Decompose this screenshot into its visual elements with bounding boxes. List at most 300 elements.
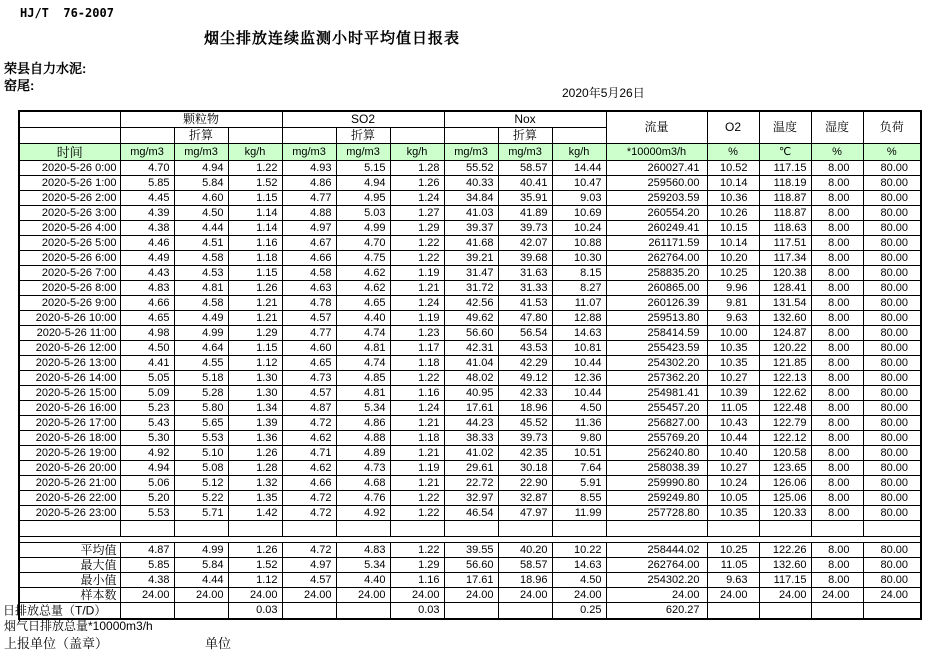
value-cell: 80.00 [863, 266, 921, 281]
value-cell: 120.22 [759, 341, 811, 356]
value-cell: 38.33 [444, 431, 498, 446]
value-cell: 8.00 [811, 386, 863, 401]
value-cell: 4.38 [120, 221, 174, 236]
value-cell: 4.78 [282, 296, 336, 311]
value-cell: 4.93 [282, 161, 336, 176]
value-cell: 1.14 [228, 221, 282, 236]
value-cell: 8.00 [811, 401, 863, 416]
value-cell: 31.33 [498, 281, 552, 296]
reporting-unit-label: 上报单位（盖章） [4, 636, 109, 651]
value-cell: 11.07 [552, 296, 606, 311]
value-cell: 80.00 [863, 506, 921, 521]
value-cell: 1.29 [228, 326, 282, 341]
table-row [19, 416, 921, 431]
value-cell: 259990.80 [606, 476, 707, 491]
value-cell: 258444.02 [606, 543, 707, 558]
value-cell: 4.46 [120, 236, 174, 251]
value-cell: 8.55 [552, 491, 606, 506]
value-cell: 8.00 [811, 543, 863, 558]
value-cell: 1.14 [228, 206, 282, 221]
unit-header: ℃ [759, 144, 811, 161]
value-cell: 5.84 [174, 558, 228, 573]
value-cell: 254302.20 [606, 356, 707, 371]
value-cell: 120.38 [759, 266, 811, 281]
table-row [19, 491, 921, 506]
value-cell: 4.53 [174, 266, 228, 281]
value-cell: 80.00 [863, 311, 921, 326]
time-header-blank [19, 111, 120, 128]
value-cell: 11.99 [552, 506, 606, 521]
table-row [19, 371, 921, 386]
value-cell: 31.63 [498, 266, 552, 281]
table-row [19, 476, 921, 491]
value-cell: 4.49 [120, 251, 174, 266]
value-cell: 260027.41 [606, 161, 707, 176]
value-cell: 256240.80 [606, 446, 707, 461]
value-cell: 22.72 [444, 476, 498, 491]
value-cell: 4.88 [282, 206, 336, 221]
value-cell: 80.00 [863, 371, 921, 386]
value-cell: 1.26 [228, 281, 282, 296]
value-cell: 34.84 [444, 191, 498, 206]
value-cell: 1.30 [228, 371, 282, 386]
value-cell: 58.57 [498, 558, 552, 573]
value-cell: 4.58 [174, 296, 228, 311]
value-cell: 4.72 [282, 416, 336, 431]
unit-header: kg/h [228, 144, 282, 161]
value-cell: 4.97 [282, 221, 336, 236]
value-cell: 4.68 [336, 476, 390, 491]
value-cell: 10.22 [552, 543, 606, 558]
value-cell: 1.24 [390, 401, 444, 416]
value-cell: 46.54 [444, 506, 498, 521]
value-cell: 1.22 [228, 161, 282, 176]
value-cell: 4.62 [336, 266, 390, 281]
time-cell: 2020-5-26 16:00 [19, 401, 120, 416]
value-cell: 258038.39 [606, 461, 707, 476]
value-cell: 10.51 [552, 446, 606, 461]
value-cell: 4.99 [174, 543, 228, 558]
time-cell: 2020-5-26 23:00 [19, 506, 120, 521]
value-cell: 1.21 [390, 446, 444, 461]
value-cell: 1.26 [228, 543, 282, 558]
value-cell: 1.21 [390, 416, 444, 431]
value-cell: 4.57 [282, 386, 336, 401]
table-row [19, 266, 921, 281]
value-cell: 1.52 [228, 176, 282, 191]
time-cell: 2020-5-26 5:00 [19, 236, 120, 251]
value-cell: 124.87 [759, 326, 811, 341]
value-cell: 1.26 [390, 176, 444, 191]
value-cell: 41.03 [444, 206, 498, 221]
unit-header: mg/m3 [336, 144, 390, 161]
value-cell: 0.03 [228, 603, 282, 620]
value-cell: 8.00 [811, 506, 863, 521]
time-cell: 2020-5-26 9:00 [19, 296, 120, 311]
time-cell: 2020-5-26 21:00 [19, 476, 120, 491]
time-cell: 2020-5-26 20:00 [19, 461, 120, 476]
value-cell: 8.27 [552, 281, 606, 296]
value-cell: 5.85 [120, 558, 174, 573]
value-cell: 8.00 [811, 281, 863, 296]
value-cell: 259513.80 [606, 311, 707, 326]
value-cell: 30.18 [498, 461, 552, 476]
time-cell: 2020-5-26 7:00 [19, 266, 120, 281]
value-cell: 4.86 [336, 416, 390, 431]
unit-label: 单位 [205, 636, 232, 651]
value-cell: 39.68 [498, 251, 552, 266]
value-cell: 4.50 [174, 206, 228, 221]
value-cell: 80.00 [863, 558, 921, 573]
value-cell: 32.87 [498, 491, 552, 506]
value-cell: 5.91 [552, 476, 606, 491]
value-cell: 122.62 [759, 386, 811, 401]
value-cell: 8.00 [811, 296, 863, 311]
value-cell: 4.72 [282, 543, 336, 558]
value-cell: 39.37 [444, 221, 498, 236]
value-cell: 5.34 [336, 558, 390, 573]
time-cell: 2020-5-26 10:00 [19, 311, 120, 326]
value-cell: 9.63 [707, 311, 759, 326]
value-cell: 4.99 [336, 221, 390, 236]
value-cell: 80.00 [863, 491, 921, 506]
value-cell: 1.21 [228, 311, 282, 326]
time-cell: 2020-5-26 15:00 [19, 386, 120, 401]
value-cell: 8.00 [811, 476, 863, 491]
value-cell: 1.26 [228, 446, 282, 461]
value-cell: 17.61 [444, 401, 498, 416]
value-cell: 1.39 [228, 416, 282, 431]
value-cell: 122.48 [759, 401, 811, 416]
time-cell: 2020-5-26 4:00 [19, 221, 120, 236]
time-cell: 2020-5-26 11:00 [19, 326, 120, 341]
value-cell: 5.30 [120, 431, 174, 446]
value-cell: 1.15 [228, 191, 282, 206]
unit-header: *10000m3/h [606, 144, 707, 161]
value-cell: 8.00 [811, 573, 863, 588]
time-cell: 最小值 [19, 573, 120, 588]
value-cell [811, 603, 863, 620]
value-cell: 4.57 [282, 311, 336, 326]
value-cell: 1.21 [390, 476, 444, 491]
value-cell: 4.73 [282, 371, 336, 386]
table-row [19, 251, 921, 266]
value-cell: 39.73 [498, 221, 552, 236]
unit-header: mg/m3 [282, 144, 336, 161]
unit-header: % [707, 144, 759, 161]
value-cell: 10.27 [707, 371, 759, 386]
value-cell: 32.97 [444, 491, 498, 506]
unit-header: % [811, 144, 863, 161]
value-cell: 1.29 [390, 558, 444, 573]
value-cell: 4.81 [174, 281, 228, 296]
value-cell: 8.15 [552, 266, 606, 281]
value-cell: 4.88 [336, 431, 390, 446]
monitor-site: 窑尾: [4, 78, 35, 93]
value-cell: 4.73 [336, 461, 390, 476]
value-cell: 256827.00 [606, 416, 707, 431]
value-cell: 8.00 [811, 431, 863, 446]
o2-header: O2 [707, 111, 759, 144]
time-cell: 2020-5-26 6:00 [19, 251, 120, 266]
value-cell: 0.25 [552, 603, 606, 620]
value-cell: 24.00 [228, 588, 282, 603]
value-cell: 22.90 [498, 476, 552, 491]
value-cell [759, 603, 811, 620]
time-header: 时间 [19, 144, 120, 161]
header-row-units [19, 144, 921, 161]
value-cell: 4.41 [120, 356, 174, 371]
value-cell: 1.35 [228, 491, 282, 506]
value-cell: 80.00 [863, 161, 921, 176]
value-cell: 10.52 [707, 161, 759, 176]
time-cell: 2020-5-26 3:00 [19, 206, 120, 221]
value-cell: 4.74 [336, 326, 390, 341]
value-cell: 10.25 [707, 543, 759, 558]
total-row-label: 日排放总量（T/D） [19, 603, 120, 620]
value-cell: 10.35 [707, 356, 759, 371]
value-cell: 4.94 [120, 461, 174, 476]
value-cell: 24.00 [120, 588, 174, 603]
value-cell: 4.39 [120, 206, 174, 221]
value-cell: 4.66 [282, 251, 336, 266]
value-cell: 126.06 [759, 476, 811, 491]
value-cell: 1.18 [390, 356, 444, 371]
value-cell: 117.15 [759, 573, 811, 588]
value-cell: 254981.41 [606, 386, 707, 401]
value-cell: 5.53 [174, 431, 228, 446]
value-cell: 4.87 [282, 401, 336, 416]
unit-header: % [863, 144, 921, 161]
value-cell: 56.54 [498, 326, 552, 341]
table-row [19, 506, 921, 521]
load-header: 负荷 [863, 111, 921, 144]
value-cell: 1.19 [390, 311, 444, 326]
value-cell [811, 521, 863, 537]
value-cell: 24.00 [863, 588, 921, 603]
value-cell: 47.97 [498, 506, 552, 521]
value-cell: 260865.00 [606, 281, 707, 296]
value-cell: 4.67 [282, 236, 336, 251]
value-cell: 24.00 [811, 588, 863, 603]
value-cell: 122.12 [759, 431, 811, 446]
value-cell: 5.06 [120, 476, 174, 491]
converted-header-so2: 折算 [336, 128, 390, 144]
value-cell: 5.85 [120, 176, 174, 191]
value-cell: 4.81 [336, 341, 390, 356]
value-cell: 4.66 [282, 476, 336, 491]
value-cell: 10.20 [707, 251, 759, 266]
value-cell: 4.66 [120, 296, 174, 311]
value-cell: 9.96 [707, 281, 759, 296]
value-cell: 10.39 [707, 386, 759, 401]
value-cell: 4.62 [282, 431, 336, 446]
unit-header: kg/h [552, 144, 606, 161]
value-cell: 35.91 [498, 191, 552, 206]
value-cell: 260249.41 [606, 221, 707, 236]
value-cell: 44.23 [444, 416, 498, 431]
value-cell: 18.96 [498, 573, 552, 588]
value-cell: 261171.59 [606, 236, 707, 251]
time-cell: 2020-5-26 17:00 [19, 416, 120, 431]
value-cell: 4.60 [282, 341, 336, 356]
value-cell [336, 603, 390, 620]
value-cell: 8.00 [811, 416, 863, 431]
value-cell: 10.44 [552, 356, 606, 371]
value-cell: 8.00 [811, 491, 863, 506]
value-cell: 48.02 [444, 371, 498, 386]
value-cell: 80.00 [863, 206, 921, 221]
group-header-pm: 颗粒物 [120, 111, 282, 128]
value-cell: 1.22 [390, 236, 444, 251]
time-cell: 2020-5-26 14:00 [19, 371, 120, 386]
value-cell: 4.83 [336, 543, 390, 558]
value-cell: 4.58 [174, 251, 228, 266]
value-cell: 5.18 [174, 371, 228, 386]
value-cell: 10.40 [707, 446, 759, 461]
time-cell: 最大值 [19, 558, 120, 573]
value-cell: 10.81 [552, 341, 606, 356]
value-cell: 1.42 [228, 506, 282, 521]
value-cell: 4.95 [336, 191, 390, 206]
value-cell: 8.00 [811, 371, 863, 386]
value-cell: 4.92 [120, 446, 174, 461]
value-cell: 41.53 [498, 296, 552, 311]
value-cell: 42.56 [444, 296, 498, 311]
value-cell: 5.71 [174, 506, 228, 521]
value-cell: 1.28 [228, 461, 282, 476]
value-cell: 10.14 [707, 176, 759, 191]
value-cell: 1.19 [390, 461, 444, 476]
value-cell: 80.00 [863, 461, 921, 476]
value-cell: 8.00 [811, 311, 863, 326]
report-table-body [3, 161, 921, 620]
value-cell: 42.33 [498, 386, 552, 401]
time-cell: 平均值 [19, 543, 120, 558]
value-cell: 1.12 [228, 573, 282, 588]
value-cell: 259249.80 [606, 491, 707, 506]
daily-total-row [19, 603, 921, 620]
value-cell: 9.80 [552, 431, 606, 446]
time-cell: 2020-5-26 19:00 [19, 446, 120, 461]
value-cell: 257728.80 [606, 506, 707, 521]
value-cell: 24.00 [498, 588, 552, 603]
value-cell: 1.15 [228, 266, 282, 281]
value-cell: 1.29 [390, 221, 444, 236]
value-cell: 4.87 [120, 543, 174, 558]
value-cell: 118.87 [759, 206, 811, 221]
value-cell: 8.00 [811, 206, 863, 221]
value-cell: 10.88 [552, 236, 606, 251]
value-cell: 1.21 [390, 281, 444, 296]
value-cell: 120.33 [759, 506, 811, 521]
value-cell: 80.00 [863, 191, 921, 206]
value-cell: 80.00 [863, 446, 921, 461]
value-cell: 4.86 [282, 176, 336, 191]
value-cell: 4.70 [120, 161, 174, 176]
value-cell: 262764.00 [606, 251, 707, 266]
value-cell: 43.53 [498, 341, 552, 356]
value-cell: 4.75 [336, 251, 390, 266]
unit-header: mg/m3 [120, 144, 174, 161]
table-row [19, 401, 921, 416]
table-row [19, 281, 921, 296]
value-cell: 1.34 [228, 401, 282, 416]
value-cell: 4.62 [336, 281, 390, 296]
value-cell: 4.71 [282, 446, 336, 461]
value-cell: 40.95 [444, 386, 498, 401]
value-cell: 80.00 [863, 326, 921, 341]
value-cell: 1.22 [390, 251, 444, 266]
value-cell: 80.00 [863, 356, 921, 371]
value-cell [759, 521, 811, 537]
value-cell: 80.00 [863, 251, 921, 266]
value-cell: 1.30 [228, 386, 282, 401]
value-cell [120, 521, 174, 537]
value-cell: 5.53 [120, 506, 174, 521]
value-cell: 4.38 [120, 573, 174, 588]
value-cell: 262764.00 [606, 558, 707, 573]
value-cell: 8.00 [811, 251, 863, 266]
value-cell [282, 521, 336, 537]
value-cell: 5.15 [336, 161, 390, 176]
value-cell: 10.27 [707, 461, 759, 476]
table-row [19, 461, 921, 476]
value-cell: 10.69 [552, 206, 606, 221]
value-cell: 4.76 [336, 491, 390, 506]
value-cell: 1.16 [390, 386, 444, 401]
value-cell: 4.77 [282, 326, 336, 341]
value-cell: 10.44 [707, 431, 759, 446]
value-cell: 42.31 [444, 341, 498, 356]
value-cell: 40.41 [498, 176, 552, 191]
unit-header: kg/h [390, 144, 444, 161]
value-cell: 4.49 [174, 311, 228, 326]
value-cell: 4.72 [282, 491, 336, 506]
report-table [3, 110, 922, 620]
time-cell [19, 521, 120, 537]
value-cell: 24.00 [282, 588, 336, 603]
value-cell: 5.09 [120, 386, 174, 401]
value-cell [707, 521, 759, 537]
value-cell: 132.60 [759, 311, 811, 326]
value-cell: 5.12 [174, 476, 228, 491]
table-row [19, 296, 921, 311]
summary-row [19, 588, 921, 603]
value-cell: 0.03 [390, 603, 444, 620]
table-row [19, 206, 921, 221]
value-cell: 47.80 [498, 311, 552, 326]
value-cell: 10.15 [707, 221, 759, 236]
value-cell: 80.00 [863, 281, 921, 296]
value-cell: 4.64 [174, 341, 228, 356]
value-cell: 5.34 [336, 401, 390, 416]
value-cell: 80.00 [863, 176, 921, 191]
value-cell: 41.68 [444, 236, 498, 251]
value-cell: 1.22 [390, 506, 444, 521]
time-cell: 2020-5-26 12:00 [19, 341, 120, 356]
value-cell: 4.97 [282, 558, 336, 573]
value-cell: 118.63 [759, 221, 811, 236]
time-cell: 2020-5-26 13:00 [19, 356, 120, 371]
value-cell [336, 521, 390, 537]
value-cell: 24.00 [606, 588, 707, 603]
value-cell: 24.00 [336, 588, 390, 603]
value-cell: 1.17 [390, 341, 444, 356]
value-cell: 24.00 [759, 588, 811, 603]
value-cell: 55.52 [444, 161, 498, 176]
value-cell: 80.00 [863, 386, 921, 401]
